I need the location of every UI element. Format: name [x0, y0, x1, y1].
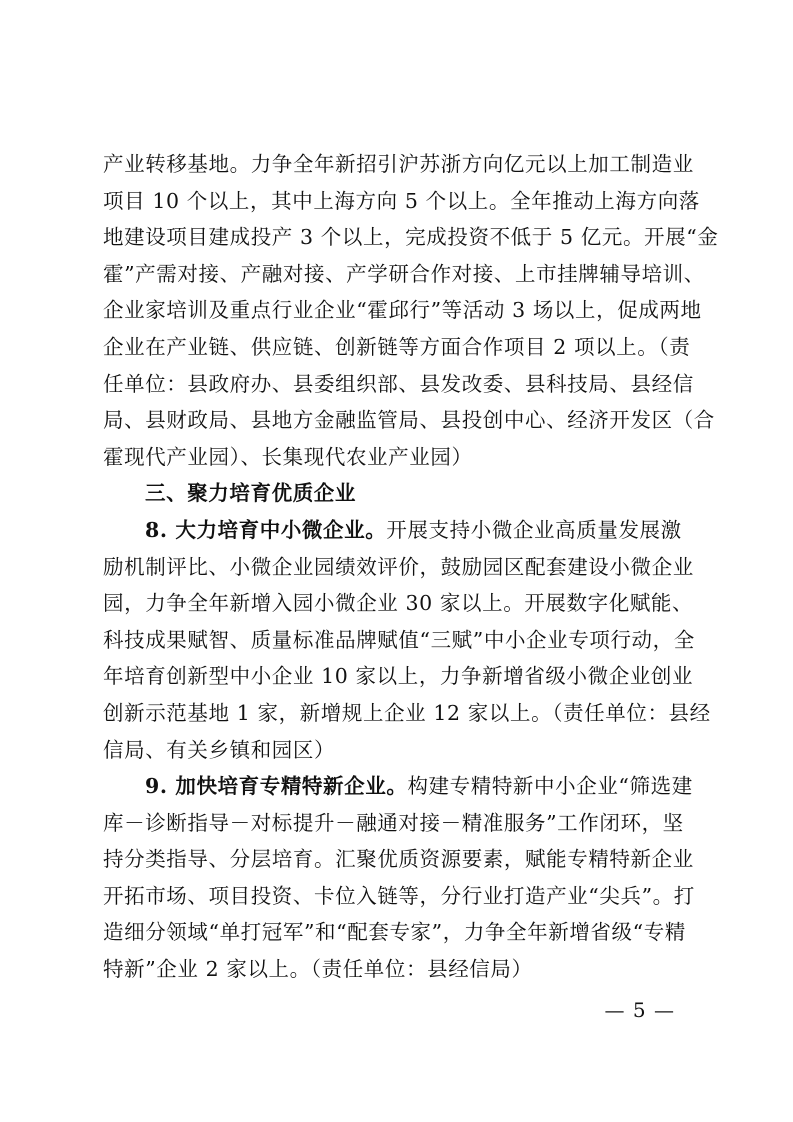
item-9-line: 持分类指导、分层培育。汇聚优质资源要素，赋能专精特新企业 [103, 847, 694, 872]
item-9-line: 特新”企业 2 家以上。（责任单位：县经信局） [103, 957, 533, 982]
page-number: — 5 — [604, 998, 675, 1022]
item-9-first-line [103, 768, 693, 805]
item-9-lead: 9. 加快培育专精特新企业。 [145, 774, 408, 799]
body-line: 产业转移基地。力争全年新招引沪苏浙方向亿元以上加工制造业 [103, 152, 694, 176]
item-8-lead: 8. 大力培育中小微企业。 [145, 517, 387, 542]
item-8-line: 年培育创新型中小企业 10 家以上，力争新增省级小微企业创业 [103, 664, 694, 689]
item-8-line: 创新示范基地 1 家，新增规上企业 12 家以上。（责任单位：县经 [103, 700, 711, 725]
body-line: 霍”产需对接、产融对接、产学研合作对接、上市挂牌辅导培训、 [103, 261, 705, 286]
item-8-first-line [103, 512, 693, 549]
document-body [103, 146, 719, 988]
item-8-line: 励机制评比、小微企业园绩效评价，鼓励园区配套建设小微企业 [103, 554, 694, 579]
body-line: 项目 10 个以上，其中上海方向 5 个以上。全年推动上海方向落 [103, 188, 700, 213]
item-8-first-line-text: 开展支持小微企业高质量发展激 [386, 517, 682, 542]
body-line: 任单位：县政府办、县委组织部、县发改委、县科技局、县经信 [103, 371, 694, 396]
item-8-line: 园，力争全年新增入园小微企业 30 家以上。开展数字化赋能、 [103, 591, 694, 616]
item-9-line: 造细分领域“单打冠军”和“配套专家”，力争全年新增省级“专精 [103, 920, 686, 945]
body-line: 企业在产业链、供应链、创新链等方面合作项目 2 项以上。（责 [103, 334, 691, 359]
item-8-line: 信局、有关乡镇和园区） [103, 737, 336, 762]
section-heading: 三、聚力培育优质企业 [145, 481, 356, 506]
body-line: 企业家培训及重点行业企业“霍邱行”等活动 3 场以上，促成两地 [103, 298, 702, 323]
item-8-line: 科技成果赋智、质量标准品牌赋值“三赋”中小企业专项行动，全 [103, 627, 695, 652]
body-line: 霍现代产业园）、长集现代农业产业园） [103, 444, 473, 469]
body-line: 局、县财政局、县地方金融监管局、县投创中心、经济开发区（合 [103, 408, 715, 433]
item-9-line: 库－诊断指导－对标提升－融通对接－精准服务”工作闭环，坚 [103, 810, 684, 835]
body-line: 地建设项目建成投产 3 个以上，完成投资不低于 5 亿元。开展“金 [103, 225, 719, 250]
item-9-line: 开拓市场、项目投资、卡位入链等，分行业打造产业“尖兵”。打 [103, 883, 695, 908]
item-9-first-line-text: 构建专精特新中小企业“筛选建 [407, 774, 693, 799]
